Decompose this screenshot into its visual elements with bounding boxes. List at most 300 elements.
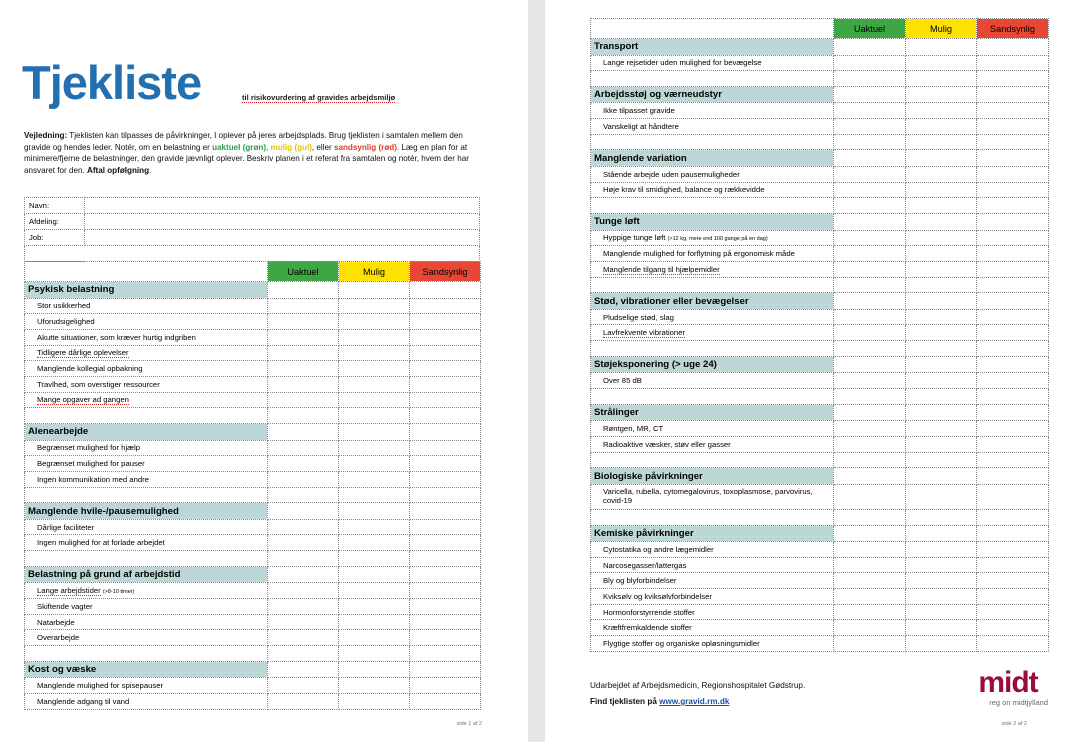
checklist-row <box>591 589 1049 605</box>
section-header-row <box>591 214 1049 231</box>
checklist-item-text: Narcosegasser/lattergas <box>603 560 687 570</box>
checklist-row <box>591 604 1049 620</box>
green-label: uaktuel (grøn) <box>212 142 267 152</box>
spacer-cell <box>834 277 906 293</box>
section-blank-cell <box>268 282 339 299</box>
sandsynlig-check-cell[interactable] <box>410 329 481 345</box>
spacer-cell <box>410 408 481 424</box>
checklist-row <box>25 693 481 709</box>
mulig-check-cell[interactable] <box>906 436 977 452</box>
uaktuel-check-cell[interactable] <box>268 535 339 551</box>
section-title: Psykisk belastning <box>25 282 268 299</box>
checklist-row <box>591 620 1049 636</box>
section-header-row <box>591 404 1049 421</box>
sandsynlig-check-cell[interactable] <box>410 440 481 456</box>
spacer-cell <box>834 134 906 150</box>
checklist-row <box>591 325 1049 341</box>
checklist-row <box>591 55 1049 71</box>
sandsynlig-check-cell[interactable] <box>977 55 1049 71</box>
section-header-row <box>591 468 1049 485</box>
spacer-cell <box>268 487 339 503</box>
checklist-item <box>591 166 834 182</box>
spacer-cell <box>834 71 906 87</box>
uaktuel-check-cell[interactable] <box>268 678 339 694</box>
spacer-cell <box>906 198 977 214</box>
uaktuel-check-cell[interactable] <box>834 166 906 182</box>
checklist-item <box>591 436 834 452</box>
checklist-item-text: Akutte situationer, som kræver hurtig indgriben <box>37 332 196 342</box>
sandsynlig-check-cell[interactable] <box>410 376 481 392</box>
sandsynlig-check-cell[interactable] <box>410 456 481 472</box>
instructions-text-1: Tjeklisten kan tilpasses de påvirkninger, I oplever på jeres arbejdsplads. Brug tjeklisten i samtalen mellem den gravide og hendes leder. Notér, om en belastning er <box>24 131 463 152</box>
uaktuel-check-cell[interactable] <box>268 471 339 487</box>
sandsynlig-check-cell[interactable] <box>977 636 1049 652</box>
section-header-row <box>25 424 481 441</box>
sandsynlig-check-cell[interactable] <box>977 421 1049 437</box>
checklist-item-text: Ikke tilpasset gravide <box>603 106 675 116</box>
checklist-item-text: Lavfrekvente vibrationer <box>603 328 686 338</box>
checklist-row <box>25 376 481 392</box>
uaktuel-check-cell[interactable] <box>834 230 906 246</box>
section-blank-cell <box>834 525 906 542</box>
spacer-row <box>591 452 1049 468</box>
mulig-check-cell[interactable] <box>906 557 977 573</box>
sandsynlig-check-cell[interactable] <box>410 361 481 377</box>
checklist-item <box>591 230 834 246</box>
checklist-item-text: Over 85 dB <box>603 376 642 386</box>
spacer-cell <box>339 408 410 424</box>
mulig-check-cell[interactable] <box>906 373 977 389</box>
section-blank-cell <box>339 661 410 678</box>
spacer-row <box>591 341 1049 357</box>
section-blank-cell <box>977 356 1049 373</box>
sandsynlig-check-cell[interactable] <box>977 119 1049 135</box>
mulig-check-cell[interactable] <box>906 246 977 262</box>
spacer-cell <box>591 341 834 357</box>
sandsynlig-check-cell[interactable] <box>977 309 1049 325</box>
mulig-check-cell[interactable] <box>339 519 410 535</box>
checklist-item-text: Kviksølv og kviksølvforbindelser <box>603 591 712 601</box>
mulig-check-cell[interactable] <box>906 261 977 277</box>
page-1 <box>0 0 528 742</box>
mulig-check-cell[interactable] <box>339 376 410 392</box>
mulig-header: Mulig <box>339 262 410 282</box>
checklist-row <box>591 484 1049 509</box>
mulig-check-cell[interactable] <box>906 166 977 182</box>
mulig-check-cell[interactable] <box>906 182 977 198</box>
checklist-row <box>25 614 481 630</box>
sandsynlig-check-cell[interactable] <box>977 604 1049 620</box>
uaktuel-check-cell[interactable] <box>834 182 906 198</box>
sandsynlig-check-cell[interactable] <box>977 103 1049 119</box>
uaktuel-check-cell[interactable] <box>834 103 906 119</box>
uaktuel-check-cell[interactable] <box>268 630 339 646</box>
instructions-bold-end: Aftal opfølgning <box>87 165 150 175</box>
mulig-check-cell[interactable] <box>906 542 977 558</box>
mulig-check-cell[interactable] <box>339 361 410 377</box>
job-field[interactable] <box>85 230 480 246</box>
spacer-row <box>25 551 481 567</box>
section-title: Manglende hvile-/pausemulighed <box>25 503 268 520</box>
sandsynlig-check-cell[interactable] <box>410 693 481 709</box>
checklist-row <box>25 519 481 535</box>
mulig-check-cell[interactable] <box>906 55 977 71</box>
section-blank-cell <box>906 214 977 231</box>
mulig-check-cell[interactable] <box>339 599 410 615</box>
mulig-check-cell[interactable] <box>339 456 410 472</box>
checklist-item-text: Mange opgaver ad gangen <box>37 395 129 405</box>
checklist-item-text: Flygtige stoffer og organiske opløsningsmidler <box>603 639 760 649</box>
uaktuel-check-cell[interactable] <box>268 583 339 599</box>
section-blank-cell <box>268 503 339 520</box>
uaktuel-check-cell[interactable] <box>268 614 339 630</box>
checklist-item <box>25 471 268 487</box>
uaktuel-check-cell[interactable] <box>834 246 906 262</box>
spacer-cell <box>834 341 906 357</box>
section-title: Kost og væske <box>25 661 268 678</box>
uaktuel-check-cell[interactable] <box>834 436 906 452</box>
spacer-cell <box>591 509 834 525</box>
spacer-cell <box>906 509 977 525</box>
section-header-row <box>591 525 1049 542</box>
spacer-cell <box>268 551 339 567</box>
spacer-cell <box>591 71 834 87</box>
checklist-row <box>591 573 1049 589</box>
sandsynlig-check-cell[interactable] <box>410 345 481 361</box>
uaktuel-check-cell[interactable] <box>834 484 906 509</box>
section-title: Alenearbejde <box>25 424 268 441</box>
mulig-check-cell[interactable] <box>906 484 977 509</box>
page-number: side 1 af 2 <box>456 721 482 727</box>
sandsynlig-check-cell[interactable] <box>977 436 1049 452</box>
spacer-cell <box>977 452 1049 468</box>
checklist-item <box>591 373 834 389</box>
name-label: Navn: <box>25 198 85 214</box>
department-label: Afdeling: <box>25 214 85 230</box>
section-blank-cell <box>906 39 977 56</box>
page-2 <box>545 0 1073 742</box>
uaktuel-check-cell[interactable] <box>268 329 339 345</box>
document-title: Tjekliste <box>22 56 202 109</box>
section-blank-cell <box>906 525 977 542</box>
mulig-check-cell[interactable] <box>339 630 410 646</box>
section-blank-cell <box>268 661 339 678</box>
spacer-cell <box>906 134 977 150</box>
checklist-item-text: Stående arbejde uden pausemuligheder <box>603 169 740 179</box>
mulig-check-cell[interactable] <box>906 230 977 246</box>
mulig-check-cell[interactable] <box>906 620 977 636</box>
checklist-row <box>591 119 1049 135</box>
sandsynlig-check-cell[interactable] <box>977 557 1049 573</box>
checklist-row <box>25 535 481 551</box>
mulig-check-cell[interactable] <box>339 329 410 345</box>
section-blank-cell <box>268 566 339 583</box>
uaktuel-check-cell[interactable] <box>268 693 339 709</box>
spacer-cell <box>25 408 268 424</box>
spacer-cell <box>834 198 906 214</box>
section-blank-cell <box>339 424 410 441</box>
checklist-item-text: Cytostatika og andre lægemidler <box>603 544 714 554</box>
checklist-item <box>25 456 268 472</box>
mulig-check-cell[interactable] <box>339 471 410 487</box>
section-title: Transport <box>591 39 834 56</box>
rating-header-row <box>25 262 481 282</box>
red-label: sandsynlig (rød) <box>333 142 397 152</box>
spacer-cell <box>339 551 410 567</box>
checklist-item-text: Røntgen, MR, CT <box>603 424 664 434</box>
checklist-item-text: Overarbejde <box>37 633 80 643</box>
mulig-check-cell[interactable] <box>339 678 410 694</box>
instructions-end: . <box>149 165 152 175</box>
mulig-check-cell[interactable] <box>906 636 977 652</box>
sandsynlig-check-cell[interactable] <box>410 535 481 551</box>
page-number: side 2 af 2 <box>1001 721 1027 727</box>
checklist-item-text: Bly og blyforbindelser <box>603 576 677 586</box>
mulig-check-cell[interactable] <box>906 309 977 325</box>
section-blank-cell <box>834 86 906 103</box>
sandsynlig-check-cell[interactable] <box>977 246 1049 262</box>
footer-link-prefix: Find tjeklisten på <box>590 697 660 706</box>
uaktuel-check-cell[interactable] <box>834 309 906 325</box>
sandsynlig-check-cell[interactable] <box>410 678 481 694</box>
uaktuel-check-cell[interactable] <box>268 361 339 377</box>
sandsynlig-check-cell[interactable] <box>977 182 1049 198</box>
section-blank-cell <box>977 214 1049 231</box>
sandsynlig-check-cell[interactable] <box>977 620 1049 636</box>
uaktuel-check-cell[interactable] <box>268 345 339 361</box>
spacer-cell <box>906 71 977 87</box>
section-blank-cell <box>977 86 1049 103</box>
sandsynlig-check-cell[interactable] <box>977 589 1049 605</box>
spacer-row <box>25 487 481 503</box>
checklist-item <box>591 261 834 277</box>
uaktuel-check-cell[interactable] <box>834 636 906 652</box>
sandsynlig-check-cell[interactable] <box>977 230 1049 246</box>
uaktuel-check-cell[interactable] <box>268 314 339 330</box>
rating-header-row <box>591 19 1049 39</box>
section-blank-cell <box>977 293 1049 310</box>
sandsynlig-check-cell[interactable] <box>977 166 1049 182</box>
checklist-row <box>591 103 1049 119</box>
name-field[interactable] <box>85 198 480 214</box>
checklist-row <box>25 456 481 472</box>
mulig-check-cell[interactable] <box>906 421 977 437</box>
uaktuel-check-cell[interactable] <box>834 55 906 71</box>
mulig-check-cell[interactable] <box>339 392 410 408</box>
section-blank-cell <box>834 150 906 167</box>
instructions-label: Vejledning: <box>24 131 68 140</box>
mulig-check-cell[interactable] <box>906 119 977 135</box>
section-blank-cell <box>339 503 410 520</box>
mulig-check-cell[interactable] <box>906 325 977 341</box>
checklist-item <box>25 298 268 314</box>
checklist-row <box>591 557 1049 573</box>
spacer-cell <box>339 487 410 503</box>
section-blank-cell <box>834 356 906 373</box>
uaktuel-check-cell[interactable] <box>268 440 339 456</box>
sandsynlig-check-cell[interactable] <box>410 392 481 408</box>
sandsynlig-check-cell[interactable] <box>410 583 481 599</box>
sandsynlig-check-cell[interactable] <box>977 542 1049 558</box>
section-blank-cell <box>834 404 906 421</box>
uaktuel-check-cell[interactable] <box>834 542 906 558</box>
checklist-item-text: Ingen kommunikation med andre <box>37 474 149 484</box>
spacer-cell <box>906 277 977 293</box>
checklist-item <box>591 119 834 135</box>
uaktuel-check-cell[interactable] <box>268 298 339 314</box>
checklist-item-text: Natarbejde <box>37 617 75 627</box>
checklist-item-text: Manglende tilgang til hjælpemidler <box>603 264 720 274</box>
checklist-item-note: (>12 kg, mere end 100 gange på en dag) <box>667 236 768 243</box>
sandsynlig-check-cell[interactable] <box>410 298 481 314</box>
spacer-cell <box>834 509 906 525</box>
checklist-item <box>25 329 268 345</box>
uaktuel-check-cell[interactable] <box>834 573 906 589</box>
checklist-item <box>591 604 834 620</box>
sandsynlig-check-cell[interactable] <box>977 484 1049 509</box>
section-header-row <box>591 150 1049 167</box>
checklist-item-text: Kræftfremkaldende stoffer <box>603 623 692 633</box>
checklist-item-text: Travlhed, som overstiger ressourcer <box>37 379 160 389</box>
section-blank-cell <box>906 404 977 421</box>
mulig-check-cell[interactable] <box>339 314 410 330</box>
sandsynlig-check-cell[interactable] <box>977 373 1049 389</box>
checklist-row <box>25 361 481 377</box>
checklist-item <box>25 599 268 615</box>
section-blank-cell <box>834 293 906 310</box>
section-blank-cell <box>339 282 410 299</box>
spacer-cell <box>977 277 1049 293</box>
website-link[interactable]: www.gravid.rm.dk <box>659 697 730 706</box>
mulig-check-cell[interactable] <box>906 573 977 589</box>
sandsynlig-check-cell[interactable] <box>410 599 481 615</box>
spacer-cell <box>906 341 977 357</box>
spacer-row <box>25 408 481 424</box>
uaktuel-check-cell[interactable] <box>268 599 339 615</box>
section-blank-cell <box>906 293 977 310</box>
mulig-check-cell[interactable] <box>339 440 410 456</box>
spacer-cell <box>977 134 1049 150</box>
spacer-cell <box>339 646 410 662</box>
checklist-item-text: Hyppige tunge løft <box>603 233 666 243</box>
mulig-header: Mulig <box>906 19 977 39</box>
sandsynlig-check-cell[interactable] <box>410 471 481 487</box>
footer-credit: Udarbejdet af Arbejdsmedicin, Regionshospitalet Gødstrup. <box>590 681 806 690</box>
mulig-check-cell[interactable] <box>339 298 410 314</box>
checklist-item <box>591 246 834 262</box>
uaktuel-check-cell[interactable] <box>834 421 906 437</box>
uaktuel-check-cell[interactable] <box>268 376 339 392</box>
uaktuel-check-cell[interactable] <box>834 119 906 135</box>
mulig-check-cell[interactable] <box>339 583 410 599</box>
info-spacer-row <box>25 246 480 262</box>
mulig-check-cell[interactable] <box>339 614 410 630</box>
checklist-item <box>591 484 834 509</box>
mulig-check-cell[interactable] <box>339 345 410 361</box>
spacer-row <box>591 277 1049 293</box>
uaktuel-check-cell[interactable] <box>268 519 339 535</box>
checklist-item-text: Vanskeligt at håndtere <box>603 121 679 131</box>
instructions-text-2: . Læg en plan for at minimere/fjerne de belastninger, den gravide jævnligt oplever. Beskriv planen i et referat fra samtalen og notér, hvem der har ansvaret for den. <box>24 142 469 175</box>
checklist-row <box>591 230 1049 246</box>
uaktuel-check-cell[interactable] <box>268 392 339 408</box>
sandsynlig-check-cell[interactable] <box>977 261 1049 277</box>
uaktuel-check-cell[interactable] <box>834 604 906 620</box>
checklist-item <box>591 636 834 652</box>
spacer-cell <box>977 509 1049 525</box>
mulig-check-cell[interactable] <box>906 604 977 620</box>
mulig-check-cell[interactable] <box>339 535 410 551</box>
checklist-item-text: Skiftende vagter <box>37 601 93 611</box>
uaktuel-check-cell[interactable] <box>834 261 906 277</box>
sandsynlig-check-cell[interactable] <box>977 325 1049 341</box>
department-field[interactable] <box>85 214 480 230</box>
header-blank-cell <box>591 19 834 39</box>
header-blank-cell <box>25 262 268 282</box>
section-header-row <box>591 86 1049 103</box>
checklist-item <box>591 421 834 437</box>
checklist-item <box>25 614 268 630</box>
checklist-item-text: Manglende kollegial opbakning <box>37 364 143 374</box>
uaktuel-check-cell[interactable] <box>834 557 906 573</box>
sandsynlig-check-cell[interactable] <box>410 519 481 535</box>
sandsynlig-check-cell[interactable] <box>410 630 481 646</box>
uaktuel-check-cell[interactable] <box>834 620 906 636</box>
instructions-sep-2: , eller <box>311 142 334 152</box>
mulig-check-cell[interactable] <box>906 103 977 119</box>
sandsynlig-check-cell[interactable] <box>977 573 1049 589</box>
section-header-row <box>25 566 481 583</box>
spacer-row <box>25 646 481 662</box>
section-header-row <box>591 39 1049 56</box>
spacer-cell <box>25 487 268 503</box>
uaktuel-check-cell[interactable] <box>834 589 906 605</box>
checklist-row <box>591 421 1049 437</box>
checklist-item-text: Ingen mulighed for at forlade arbejdet <box>37 538 165 548</box>
checklist-item-text: Tidligere dårlige oplevelser <box>37 348 129 358</box>
mulig-check-cell[interactable] <box>906 589 977 605</box>
checklist-row <box>591 542 1049 558</box>
checklist-row <box>591 436 1049 452</box>
checklist-item-text: Lange rejsetider uden mulighed for bevægelse <box>603 58 762 68</box>
checklist-item-text: Manglende mulighed for spisepauser <box>37 681 164 691</box>
spacer-cell <box>977 71 1049 87</box>
checklist-item <box>591 542 834 558</box>
section-blank-cell <box>977 404 1049 421</box>
uaktuel-check-cell[interactable] <box>268 456 339 472</box>
checklist-row <box>591 246 1049 262</box>
uaktuel-check-cell[interactable] <box>834 373 906 389</box>
section-blank-cell <box>268 424 339 441</box>
checklist-item <box>25 693 268 709</box>
checklist-item-text: Begrænset mulighed for pauser <box>37 459 145 469</box>
checklist-item-text: Uforudsigelighed <box>37 317 95 327</box>
checklist-item <box>25 345 268 361</box>
spacer-cell <box>410 487 481 503</box>
checklist-item <box>25 678 268 694</box>
mulig-check-cell[interactable] <box>339 693 410 709</box>
sandsynlig-header: Sandsynlig <box>410 262 481 282</box>
sandsynlig-check-cell[interactable] <box>410 614 481 630</box>
sandsynlig-check-cell[interactable] <box>410 314 481 330</box>
checklist-table-page-1 <box>24 261 481 710</box>
checklist-row <box>25 440 481 456</box>
section-blank-cell <box>339 566 410 583</box>
checklist-item-text: Varicella, rubella, cytomegalovirus, toxoplasmose, parvovirus, covid-19 <box>603 486 813 505</box>
spacer-row <box>591 389 1049 405</box>
uaktuel-check-cell[interactable] <box>834 325 906 341</box>
spacer-cell <box>977 198 1049 214</box>
